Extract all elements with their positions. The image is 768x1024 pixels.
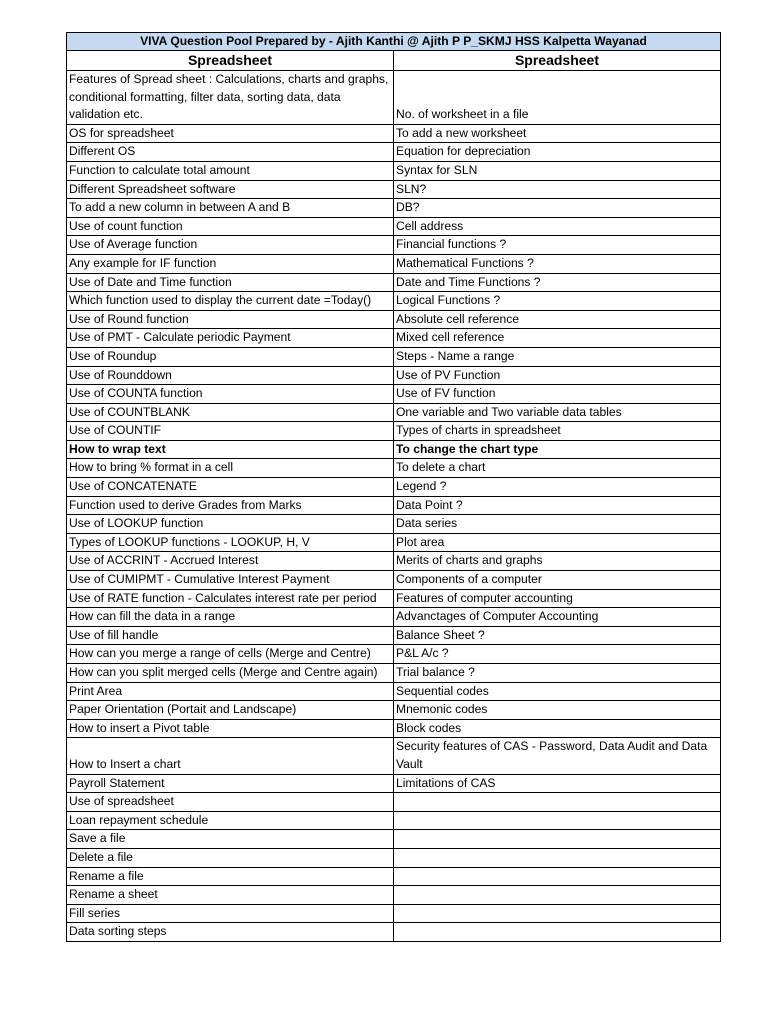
question-left-cell: Use of COUNTIF bbox=[67, 422, 394, 441]
table-row bbox=[67, 347, 721, 366]
table-row bbox=[67, 199, 721, 218]
question-right-cell: Steps - Name a range bbox=[394, 347, 721, 366]
table-row bbox=[67, 738, 721, 774]
table-row bbox=[67, 515, 721, 534]
question-left-cell: Use of CONCATENATE bbox=[67, 478, 394, 497]
question-right-cell: Trial balance ? bbox=[394, 664, 721, 683]
question-right-cell: Data series bbox=[394, 515, 721, 534]
table-row bbox=[67, 682, 721, 701]
table-row bbox=[67, 273, 721, 292]
question-right-cell: Legend ? bbox=[394, 478, 721, 497]
question-left-cell: Rename a file bbox=[67, 867, 394, 886]
question-right-cell: To change the chart type bbox=[394, 440, 721, 459]
question-right-cell: No. of worksheet in a file bbox=[394, 71, 721, 125]
table-row bbox=[67, 701, 721, 720]
table-row bbox=[67, 310, 721, 329]
question-right-cell bbox=[394, 811, 721, 830]
question-right-cell: Use of FV function bbox=[394, 385, 721, 404]
table-row bbox=[67, 571, 721, 590]
question-left-cell: Use of ACCRINT - Accrued Interest bbox=[67, 552, 394, 571]
question-right-cell bbox=[394, 886, 721, 905]
question-left-cell: Use of RATE function - Calculates interest rate per period bbox=[67, 589, 394, 608]
question-right-cell: Mnemonic codes bbox=[394, 701, 721, 720]
table-row bbox=[67, 552, 721, 571]
question-right-cell bbox=[394, 848, 721, 867]
question-left-cell: Different OS bbox=[67, 143, 394, 162]
question-right-cell: Date and Time Functions ? bbox=[394, 273, 721, 292]
table-row bbox=[67, 254, 721, 273]
question-left-cell: Use of CUMIPMT - Cumulative Interest Payment bbox=[67, 571, 394, 590]
question-right-cell: P&L A/c ? bbox=[394, 645, 721, 664]
question-right-cell: Plot area bbox=[394, 533, 721, 552]
question-left-cell: Use of fill handle bbox=[67, 626, 394, 645]
question-left-cell: Features of Spread sheet : Calculations, charts and graphs, conditional formatting, filter data, sorting data, data validation etc. bbox=[67, 71, 394, 125]
question-right-cell: Equation for depreciation bbox=[394, 143, 721, 162]
question-right-cell: Balance Sheet ? bbox=[394, 626, 721, 645]
column-header-right: Spreadsheet bbox=[394, 51, 721, 71]
question-right-cell: Syntax for SLN bbox=[394, 161, 721, 180]
question-left-cell: Use of COUNTA function bbox=[67, 385, 394, 404]
question-left-cell: OS for spreadsheet bbox=[67, 124, 394, 143]
table-row bbox=[67, 422, 721, 441]
table-row bbox=[67, 403, 721, 422]
question-left-cell: Payroll Statement bbox=[67, 774, 394, 793]
column-header-row bbox=[67, 51, 721, 71]
question-left-cell: Use of Rounddown bbox=[67, 366, 394, 385]
question-left-cell: How can fill the data in a range bbox=[67, 608, 394, 627]
question-left-cell: How can you split merged cells (Merge and Centre again) bbox=[67, 664, 394, 683]
table-row bbox=[67, 71, 721, 125]
table-row bbox=[67, 589, 721, 608]
table-row bbox=[67, 496, 721, 515]
question-left-cell: Use of Roundup bbox=[67, 347, 394, 366]
table-row bbox=[67, 459, 721, 478]
banner-title: VIVA Question Pool Prepared by - Ajith Kanthi @ Ajith P P_SKMJ HSS Kalpetta Wayanad bbox=[67, 33, 721, 51]
column-header-left: Spreadsheet bbox=[67, 51, 394, 71]
table-row bbox=[67, 533, 721, 552]
table-row bbox=[67, 904, 721, 923]
question-left-cell: Use of spreadsheet bbox=[67, 793, 394, 812]
table-row bbox=[67, 830, 721, 849]
table-row bbox=[67, 664, 721, 683]
question-right-cell: Absolute cell reference bbox=[394, 310, 721, 329]
question-pool-table bbox=[66, 32, 721, 942]
question-left-cell: Use of Average function bbox=[67, 236, 394, 255]
question-left-cell: Any example for IF function bbox=[67, 254, 394, 273]
table-row bbox=[67, 626, 721, 645]
question-right-cell: Financial functions ? bbox=[394, 236, 721, 255]
question-right-cell: Advanctages of Computer Accounting bbox=[394, 608, 721, 627]
question-right-cell bbox=[394, 904, 721, 923]
question-left-cell: Save a file bbox=[67, 830, 394, 849]
table-row bbox=[67, 217, 721, 236]
question-left-cell: Function used to derive Grades from Marks bbox=[67, 496, 394, 515]
question-right-cell: Mathematical Functions ? bbox=[394, 254, 721, 273]
question-left-cell: Types of LOOKUP functions - LOOKUP, H, V bbox=[67, 533, 394, 552]
question-right-cell: Merits of charts and graphs bbox=[394, 552, 721, 571]
question-right-cell bbox=[394, 793, 721, 812]
table-row bbox=[67, 923, 721, 942]
table-row bbox=[67, 180, 721, 199]
question-right-cell: Data Point ? bbox=[394, 496, 721, 515]
question-left-cell: Use of LOOKUP function bbox=[67, 515, 394, 534]
question-left-cell: How to Insert a chart bbox=[67, 738, 394, 774]
table-row bbox=[67, 161, 721, 180]
question-left-cell: Paper Orientation (Portait and Landscape) bbox=[67, 701, 394, 720]
question-left-cell: Use of Round function bbox=[67, 310, 394, 329]
question-left-cell: Fill series bbox=[67, 904, 394, 923]
question-left-cell: How to bring % format in a cell bbox=[67, 459, 394, 478]
table-row bbox=[67, 793, 721, 812]
question-left-cell: Delete a file bbox=[67, 848, 394, 867]
question-right-cell: Block codes bbox=[394, 719, 721, 738]
table-row bbox=[67, 366, 721, 385]
question-right-cell bbox=[394, 830, 721, 849]
table-row bbox=[67, 867, 721, 886]
question-left-cell: Print Area bbox=[67, 682, 394, 701]
table-row bbox=[67, 478, 721, 497]
question-right-cell: Use of PV Function bbox=[394, 366, 721, 385]
table-row bbox=[67, 811, 721, 830]
question-right-cell: Cell address bbox=[394, 217, 721, 236]
question-left-cell: Use of count function bbox=[67, 217, 394, 236]
question-right-cell: Components of a computer bbox=[394, 571, 721, 590]
question-right-cell bbox=[394, 867, 721, 886]
question-right-cell: Sequential codes bbox=[394, 682, 721, 701]
question-left-cell: How can you merge a range of cells (Merge and Centre) bbox=[67, 645, 394, 664]
question-left-cell: Which function used to display the current date =Today() bbox=[67, 292, 394, 311]
question-left-cell: Use of COUNTBLANK bbox=[67, 403, 394, 422]
question-right-cell: Types of charts in spreadsheet bbox=[394, 422, 721, 441]
question-right-cell: DB? bbox=[394, 199, 721, 218]
banner-row bbox=[67, 33, 721, 51]
question-right-cell: Logical Functions ? bbox=[394, 292, 721, 311]
question-right-cell: To add a new worksheet bbox=[394, 124, 721, 143]
table-row bbox=[67, 886, 721, 905]
table-row bbox=[67, 608, 721, 627]
question-left-cell: How to wrap text bbox=[67, 440, 394, 459]
question-left-cell: Function to calculate total amount bbox=[67, 161, 394, 180]
table-row bbox=[67, 236, 721, 255]
table-row bbox=[67, 774, 721, 793]
question-right-cell: Limitations of CAS bbox=[394, 774, 721, 793]
question-right-cell: To delete a chart bbox=[394, 459, 721, 478]
question-left-cell: To add a new column in between A and B bbox=[67, 199, 394, 218]
question-left-cell: Loan repayment schedule bbox=[67, 811, 394, 830]
question-left-cell: Use of PMT - Calculate periodic Payment bbox=[67, 329, 394, 348]
question-right-cell: Security features of CAS - Password, Data Audit and Data Vault bbox=[394, 738, 721, 774]
table-row bbox=[67, 440, 721, 459]
table-row bbox=[67, 292, 721, 311]
table-row bbox=[67, 645, 721, 664]
question-pool-body bbox=[67, 33, 721, 942]
table-row bbox=[67, 124, 721, 143]
table-row bbox=[67, 329, 721, 348]
question-left-cell: Use of Date and Time function bbox=[67, 273, 394, 292]
question-left-cell: Rename a sheet bbox=[67, 886, 394, 905]
table-row bbox=[67, 719, 721, 738]
question-right-cell: SLN? bbox=[394, 180, 721, 199]
question-left-cell: Data sorting steps bbox=[67, 923, 394, 942]
question-left-cell: Different Spreadsheet software bbox=[67, 180, 394, 199]
table-row bbox=[67, 385, 721, 404]
question-left-cell: How to insert a Pivot table bbox=[67, 719, 394, 738]
table-row bbox=[67, 143, 721, 162]
table-row bbox=[67, 848, 721, 867]
question-right-cell: One variable and Two variable data tables bbox=[394, 403, 721, 422]
question-right-cell bbox=[394, 923, 721, 942]
question-right-cell: Mixed cell reference bbox=[394, 329, 721, 348]
question-right-cell: Features of computer accounting bbox=[394, 589, 721, 608]
